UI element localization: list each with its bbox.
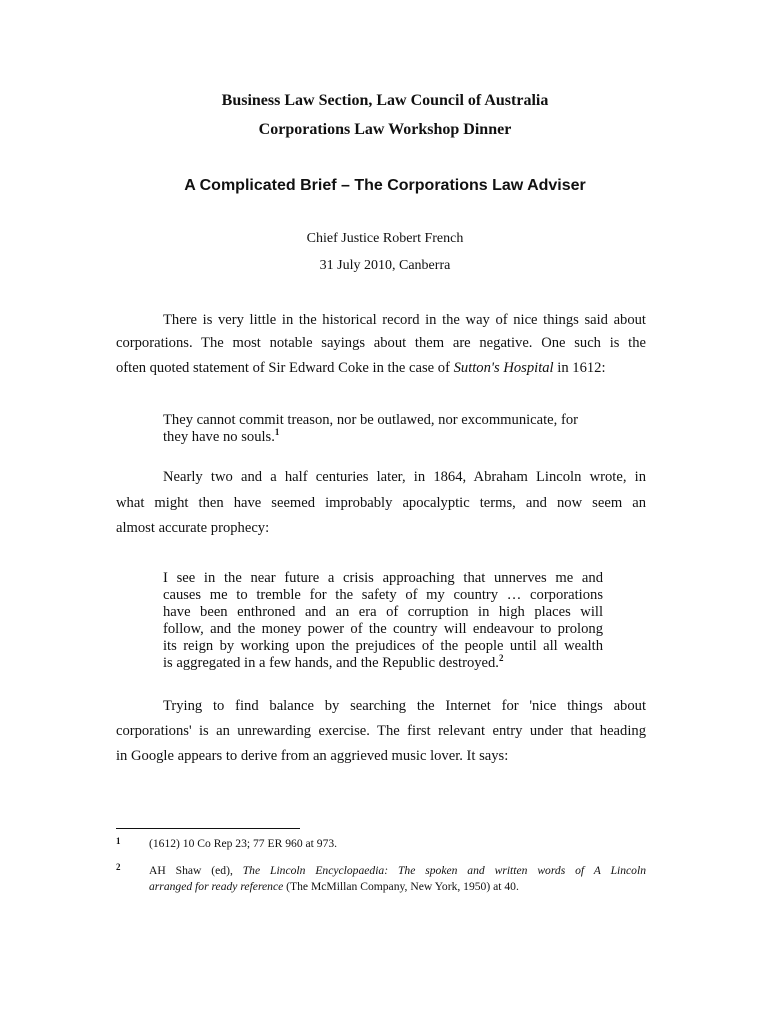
footnote-2-title-a: The Lincoln Encyclopaedia: The spoken and written words of A Lincoln [242,864,646,877]
quote1-line2 [163,427,603,445]
footnote-ref-2[interactable]: 2 [498,653,504,663]
quote1-line1: They cannot commit treason, nor be outlawed, nor excommunicate, for [163,412,578,428]
footnote-ref-1[interactable]: 1 [274,427,280,437]
footnote-2-title-b: arranged for ready reference [149,880,284,893]
quote2-line1: I see in the near future a crisis approaching that unnerves me and [163,570,603,586]
para1-line1-text: There is very little in the historical record in the way of nice things said about [163,312,646,328]
heading-event: Corporations Law Workshop Dinner [258,121,512,138]
document-title: A Complicated Brief – The Corporations Law Adviser [184,177,586,194]
date-place: 31 July 2010, Canberra [319,258,451,273]
quote2-line5: its reign by working upon the prejudices of the people until all wealth [163,638,603,654]
footnote-2-line2 [149,881,519,893]
footnote-1-number: 1 [116,836,121,846]
quote2-line4: follow, and the money power of the country will endeavour to prolong [163,621,603,637]
quote1-line2-text: they have no souls. [163,429,275,445]
footnote-2-line1 [149,865,646,877]
para3-line3: in Google appears to derive from an aggrieved music lover. It says: [116,748,509,764]
para2-line2: what might then have seemed improbably apocalyptic terms, and now seem an [116,495,646,511]
footnote-2-number: 2 [116,862,121,872]
para2-line3: almost accurate prophecy: [116,520,270,536]
para1-line1 [163,313,646,328]
para2-line1: Nearly two and a half centuries later, in 1864, Abraham Lincoln wrote, in [163,469,646,485]
para3-line1: Trying to find balance by searching the Internet for 'nice things about [163,698,646,714]
quote2-line2: causes me to tremble for the safety of my country … corporations [163,587,603,603]
para1-line3 [116,361,646,376]
para1-line3-pre: often quoted statement of Sir Edward Coke in the case of [116,360,454,376]
heading-organisation: Business Law Section, Law Council of Australia [221,92,549,109]
footnote-1-text: (1612) 10 Co Rep 23; 77 ER 960 at 973. [149,837,338,850]
quote2-line6-text: is aggregated in a few hands, and the Republic destroyed. [163,655,499,671]
footnote-separator [116,828,300,829]
case-name: Sutton's Hospital [453,360,554,376]
footnote-2-pre: AH Shaw (ed), [149,864,243,877]
para1-line2: corporations. The most notable sayings about them are negative. One such is the [116,335,646,351]
footnote-2-post: (The McMillan Company, New York, 1950) at 40. [283,880,519,893]
para1-line3-post: in 1612: [553,360,606,376]
quote2-line6 [163,653,603,671]
para3-line2: corporations' is an unrewarding exercise. The first relevant entry under that heading [116,723,646,739]
quote2-line3: have been enthroned and an era of corruption in high places will [163,604,603,620]
author: Chief Justice Robert French [306,231,464,246]
